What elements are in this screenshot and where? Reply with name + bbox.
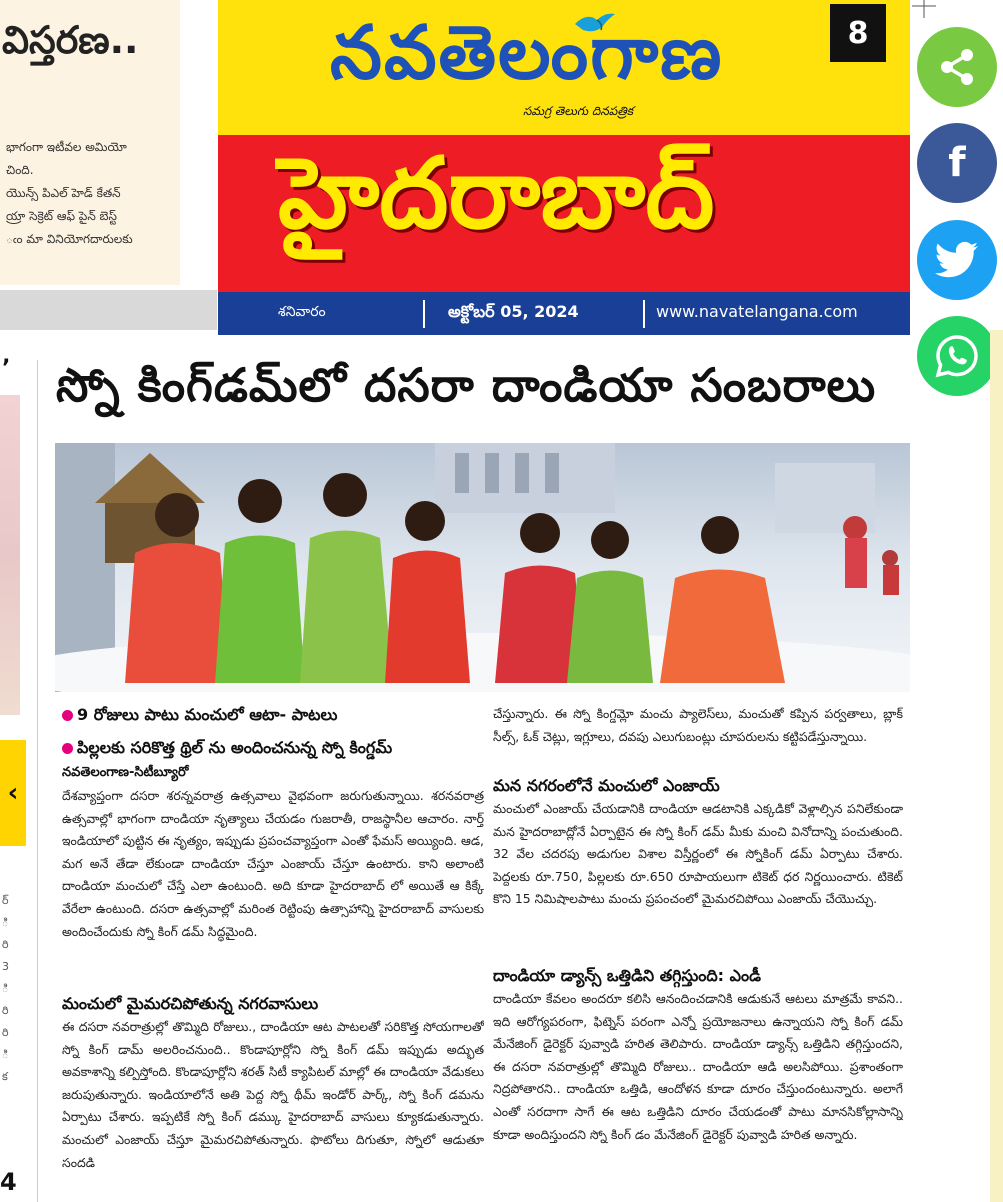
paper-name: నవతెలంగాణ <box>330 10 724 96</box>
left-line: చింది. <box>6 163 34 177</box>
left-line: య్రా సెక్రెట్‌ ఆఫ్‌ పైన్‌ బెస్ట్‌ <box>6 209 117 223</box>
bullet-point: పిల్లలకు సరికొత్త థ్రిల్ ను అందించనున్న స్నో కింగ్డమ్ <box>62 738 392 761</box>
previous-page-tab[interactable] <box>0 740 26 846</box>
left-adjacent-photo <box>0 395 20 715</box>
twitter-share-button[interactable] <box>917 220 997 300</box>
article-subhead: మన నగరంలోనే మంచులో ఎంజాయ్ <box>493 776 720 795</box>
article-photo <box>55 443 910 692</box>
left-line: భాగంగా ఇటీవల అమియో <box>6 140 127 154</box>
article-paragraph: దాండియా కేవలం అందరూ కలిసి ఆనందించడానికి ఆడుకునే ఆటలు మాత్రమే కావని.. ఇది ఆరోగ్యపరంగా, ఫిట్నెస్ పరంగా ఎన్నో ప్రయోజనాలు ఉన్నాయని స్నో కింగ్ డమ్ మేనేజింగ్ డైరెక్టర్ పువ్వాడి హరిత తెలిపారు. దాండియా డ్యాన్స్ ఒత్తిడిని తగ్గిస్తుందని, ఈ దసరా నవరాత్రుల్లో తొమ్మిది రోజులు.. దాండియా ఆడి అలసిపోయి. ప్రశాంతంగా నిద్రపోతారని.. దాండియా ఒత్తిడి, ఆందోళన కూడా దూరం చేస్తుందంటున్నారు. అలాగే ఎంతో సరదాగా సాగే ఈ ఆట ఒత్తిడిని దూరం చేయడంతో పాటు మానసికోల్లాసాన్ని కూడా అందిస్తుందని స్నో కింగ్ డం మేనేజింగ్ డైరెక్టర్ పువ్వాడి హరిత అన్నారు. <box>493 991 903 1142</box>
share-button[interactable] <box>917 27 997 107</box>
article-paragraph: మంచులో ఎంజాయ్ చేయడానికి దాండియా ఆడటానికి ఎక్కడికో వెళ్లాల్సిన పనిలేకుండా మన హైదరాబాద్లోనే ఏర్పాటైన ఈ స్నో కింగ్ డమ్ మీకు మంచి వినోదాన్ని పంచుతుంది. 32 వేల చదరపు అడుగుల విశాల విస్తీర్ణంలో ఈ స్నోకింగ్ డమ్ ఏర్పాటు చేశారు. పెద్దలకు రూ.750, పిల్లలకు రూ.650 రూపాయలుగా టికెట్ ధర నిర్ణయించారు. టికెట్ కొని 15 నిమిషాలపాటు మంచు ప్రపంచంలో మైమరచిపోయి ఎంజాయ్ చేయొచ్చు. <box>493 801 903 907</box>
left-cropped-article <box>0 0 180 285</box>
paper-tagline: సమగ్ర తెలుగు దినపత్రిక <box>523 104 633 118</box>
date-band <box>218 292 910 335</box>
bullet-dot-icon <box>62 743 73 754</box>
bullet-point: 9 రోజులు పాటు మంచులో ఆటా- పాటలు <box>62 705 337 728</box>
left-article-text <box>6 136 133 251</box>
web-divider <box>643 300 645 328</box>
whatsapp-share-button[interactable] <box>917 316 997 396</box>
left-fragment-number: 4 <box>0 1168 17 1196</box>
registration-mark-icon <box>912 0 936 18</box>
date-divider <box>423 300 425 328</box>
masthead <box>218 0 910 335</box>
left-column-fragments: ర్ ి రి 3 ి రి రి ి క <box>2 894 9 1083</box>
issue-day: శనివారం <box>278 304 326 320</box>
article-byline: నవతెలంగాణ-సిటీబ్యూరో <box>62 765 189 780</box>
facebook-share-button[interactable] <box>917 123 997 203</box>
column-divider <box>37 360 38 1202</box>
page-number: 8 <box>830 4 886 62</box>
left-article-title: విస్తరణ.. <box>2 18 139 62</box>
left-gray-band <box>0 290 217 330</box>
masthead-title-band <box>218 0 910 135</box>
left-punctuation: ’ <box>2 356 11 381</box>
whatsapp-icon <box>934 333 980 379</box>
bullet-dot-icon <box>62 710 73 721</box>
issue-date: అక్టోబర్ 05, 2024 <box>448 302 579 321</box>
article-subhead: మంచులో మైమరచిపోతున్న నగరవాసులు <box>62 994 319 1013</box>
twitter-bird-icon <box>935 241 979 279</box>
left-line: యొన్స్‌ పిఎల్‌ హెడ్‌ కేతన్‌ <box>6 186 121 200</box>
article-headline: స్నో కింగ్‌డమ్‌లో దసరా దాండియా సంబరాలు <box>56 358 877 412</box>
facebook-icon: f <box>948 140 966 186</box>
article-paragraph: దేశవ్యాప్తంగా దసరా శరన్నవరాత్ర ఉత్సవాలు వైభవంగా జరుగుతున్నాయి. శరనవరాత్ర ఉత్సవాల్లో భాగంగా దాండియా నృత్యాలు చేయడం గుజరాతీ, రాజస్థానీల ఆచారం. నార్త్ ఇండియాలో పుట్టిన ఈ నృత్యం, ఇప్పుడు ప్రపంచవ్యాప్తంగా ఎంతో ఫేమస్ అయ్యింది. ఆడ, మగ అనే తేడా లేకుండా దాండియా చేస్తూ ఎంజాయ్ చేస్తూ ఉంటారు. కాని అలాంటి దాండియా మంచులో చేస్తే ఎలా ఉంటుంది. అది కూడా హైదరాబాద్ లో అయితే ఆ కిక్కే వేరేలా ఉంటుంది. దసరా ఉత్సవాల్లో మరింత రెట్టింపు ఉత్సాహాన్ని హైదరాబాద్ వాసులకు అందించేందుకు స్నో కింగ్ డమ్ సిద్ధమైంది. <box>62 788 484 939</box>
share-icon <box>936 46 978 88</box>
right-edge-strip <box>990 330 1003 1202</box>
chevron-left-icon: ‹ <box>7 778 19 808</box>
edition-band <box>218 135 910 292</box>
dandiya-dancers-photo <box>55 443 910 692</box>
left-line: ఁం మా వినియోగదారులకు <box>6 232 133 246</box>
article-paragraph: ఈ దసరా నవరాత్రుల్లో తొమ్మిది రోజులు., దాండియా ఆట పాటలతో సరికొత్త సోయగాలతో స్నో కింగ్ డామ్ అలరించనుంది.. కొండాపూర్లోని స్నో కింగ్ డమ్ ఇప్పుడు అద్భుత అవకాశాన్ని కల్పిస్తోంది. కొండాపూర్లోని శరత్ సిటీ క్యాపిటల్ మాల్లో ఈ దాండియా వేడుకలు జరుపుతున్నారు. ఇండియాలోనే అతి పెద్ద స్నో థీమ్ ఇండోర్ పార్క్, స్నో కింగ్ డమను ఏర్పాటు చేశారు. ఇప్పటికే స్నో కింగ్ డమ్కు హైదరాబాద్ వాసులు క్యూకడుతున్నారు. మంచులో ఎంజాయ్ చేస్తూ మైమరచిపోతున్నారు. ఫొటోలు దిగుతూ, స్నోలో ఆడుతూ సందడి <box>62 1019 484 1170</box>
edition-name: హైదరాబాద్ <box>278 137 715 251</box>
article-subhead: దాండియా డ్యాన్స్ ఒత్తిడిని తగ్గిస్తుంది: ఎండీ <box>493 966 761 985</box>
article-paragraph: చేస్తున్నారు. ఈ స్నో కింగ్డమ్లో మంచు ప్యాలెస్‌లు, మంచుతో కప్పిన పర్వతాలు, బ్లాక్ సీల్స్, ఓక్ చెట్లు, ఇగ్లూలు, దవపు ఎలుగుబంట్లు చూపరులను కట్టిపడేస్తున్నాయి. <box>493 706 903 744</box>
website-link[interactable]: www.navatelangana.com <box>656 302 858 321</box>
